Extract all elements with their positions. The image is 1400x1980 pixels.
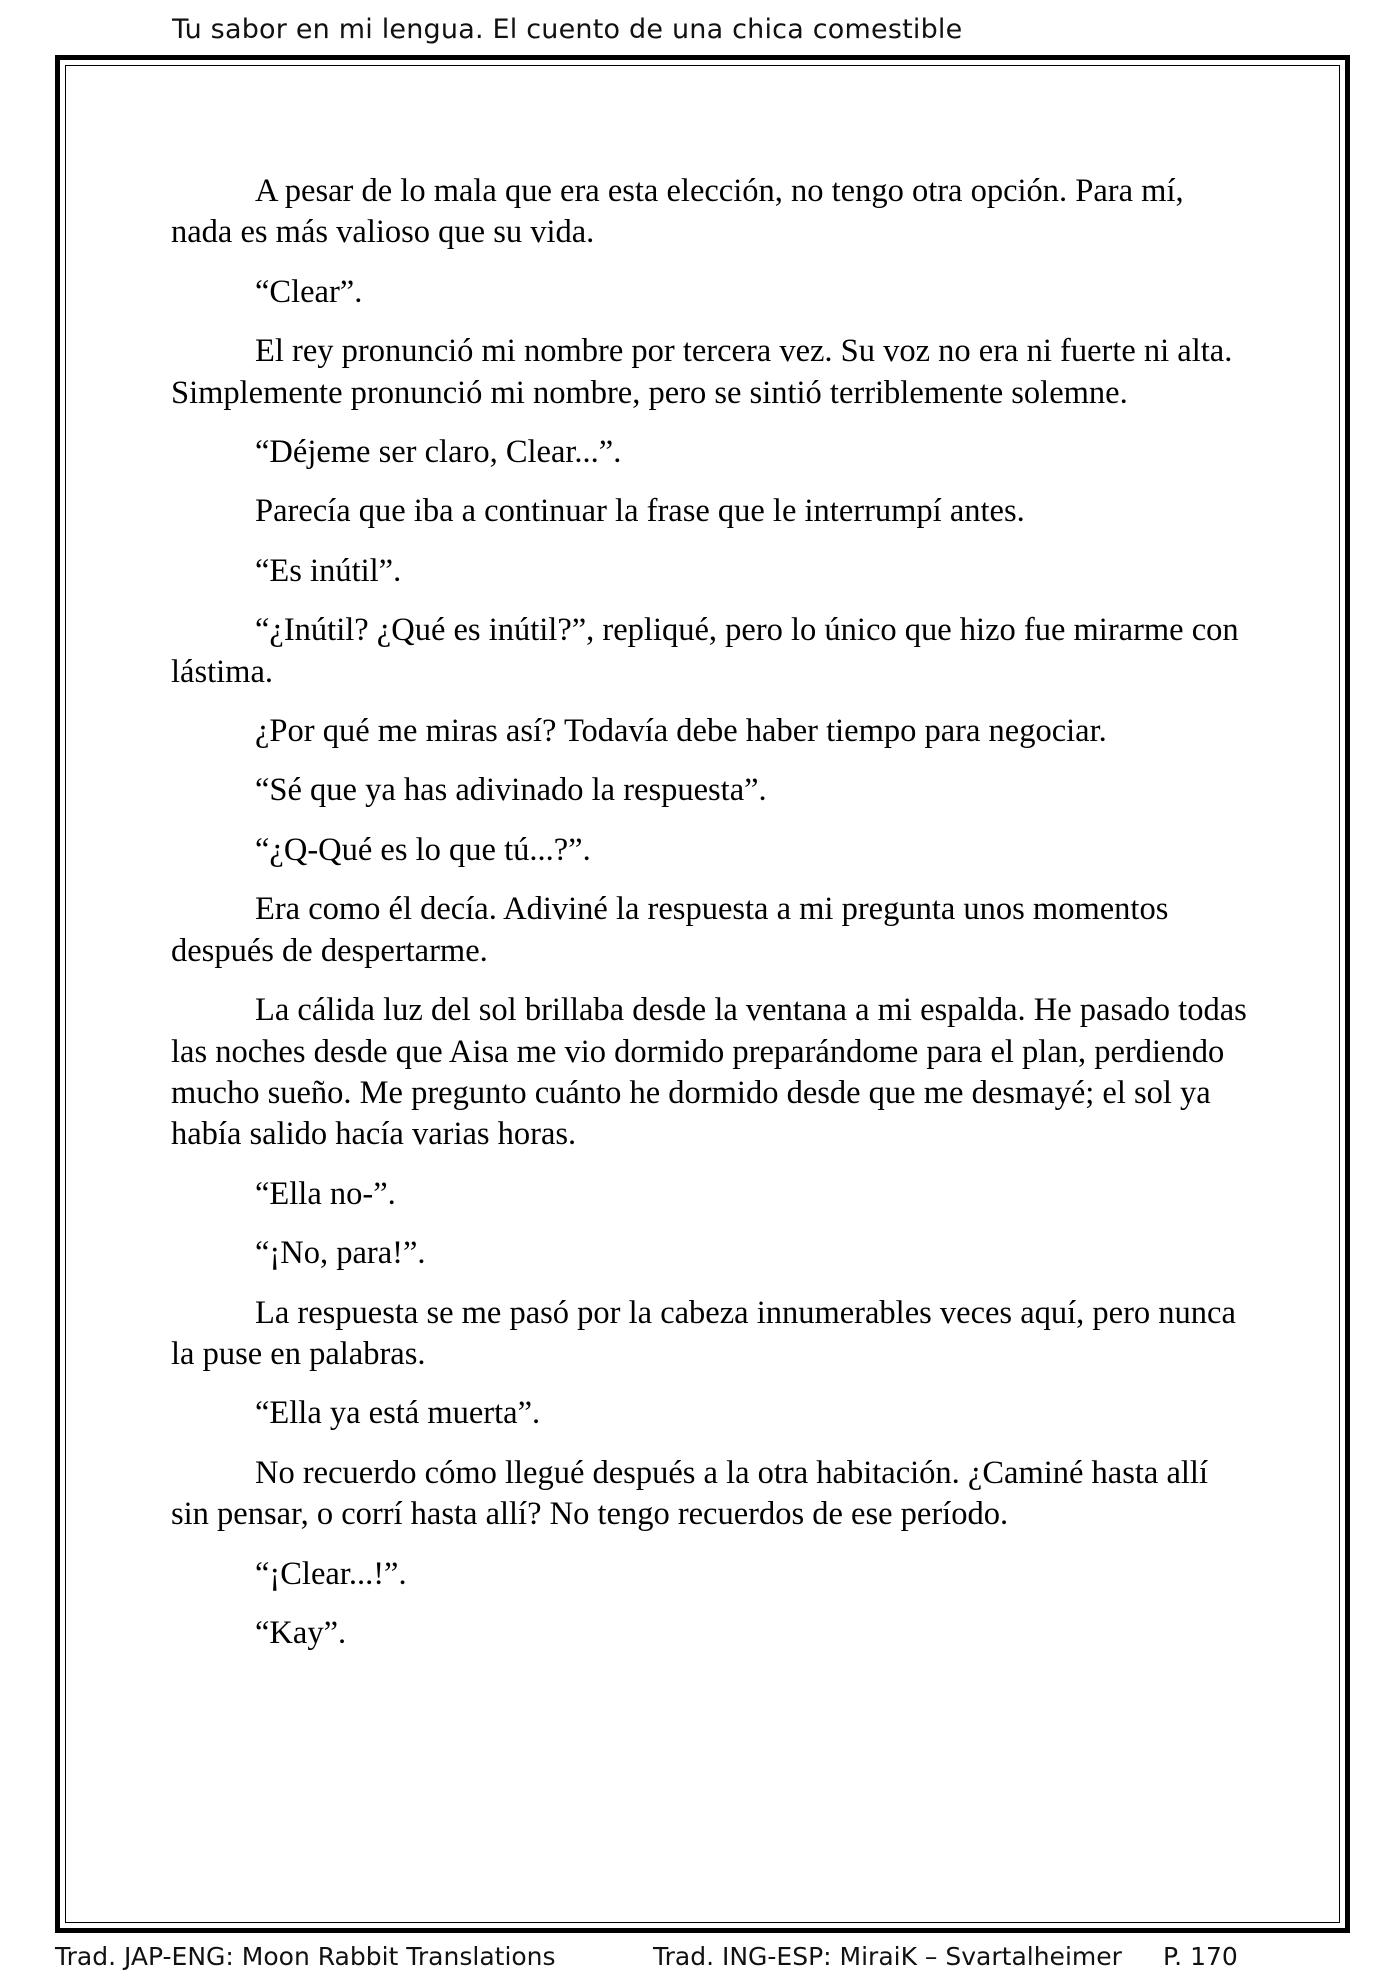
- paragraph: La respuesta se me pasó por la cabeza innumerables veces aquí, pero nunca la puse en palabras.: [171, 1294, 1236, 1372]
- paragraph: “Déjeme ser claro, Clear...”.: [255, 434, 622, 471]
- story-body: [171, 171, 1251, 1672]
- paragraph: “¡No, para!”.: [255, 1235, 426, 1272]
- paragraph: No recuerdo cómo llegué después a la otra habitación. ¿Caminé hasta allí sin pensar, o corrí hasta allí? No tengo recuerdos de ese período.: [171, 1454, 1208, 1533]
- translator-credit-ing-esp: Trad. ING-ESP: MiraiK – Svartalheimer: [653, 1942, 1122, 1971]
- running-header-title: Tu sabor en mi lengua. El cuento de una chica comestible: [172, 14, 963, 45]
- paragraph: ¿Por qué me miras así? Todavía debe haber tiempo para negociar.: [255, 713, 1107, 750]
- paragraph: “¡Clear...!”.: [255, 1555, 407, 1592]
- paragraph: “Es inútil”.: [255, 552, 402, 589]
- paragraph: “Clear”.: [255, 273, 363, 310]
- paragraph: “¿Inútil? ¿Qué es inútil?”, repliqué, pero lo único que hizo fue mirarme con lástima.: [171, 612, 1239, 690]
- paragraph: “Kay”.: [255, 1614, 347, 1651]
- paragraph: “¿Q-Qué es lo que tú...?”.: [255, 831, 591, 868]
- paragraph: “Ella no-”.: [255, 1175, 396, 1212]
- paragraph: “Ella ya está muerta”.: [255, 1395, 541, 1432]
- paragraph: “Sé que ya has adivinado la respuesta”.: [255, 772, 767, 809]
- paragraph: La cálida luz del sol brillaba desde la ventana a mi espalda. He pasado todas las noches desde que Aisa me vio dormido preparándome para el plan, perdiendo mucho sueño. Me pregunto cuánto he dormido desde que me desmayé; el sol ya había salido hacía varias horas.: [171, 992, 1247, 1153]
- page-number: P. 170: [1163, 1942, 1238, 1971]
- paragraph: Era como él decía. Adiviné la respuesta a mi pregunta unos momentos después de despertarme.: [171, 891, 1169, 969]
- paragraph: Parecía que iba a continuar la frase que le interrumpí antes.: [255, 493, 1025, 530]
- paragraph: A pesar de lo mala que era esta elección, no tengo otra opción. Para mí, nada es más valioso que su vida.: [171, 173, 1184, 251]
- paragraph: El rey pronunció mi nombre por tercera vez. Su voz no era ni fuerte ni alta. Simplemente pronunció mi nombre, pero se sintió terriblemente solemne.: [171, 333, 1233, 411]
- translator-credit-jap-eng: Trad. JAP-ENG: Moon Rabbit Translations: [55, 1942, 556, 1971]
